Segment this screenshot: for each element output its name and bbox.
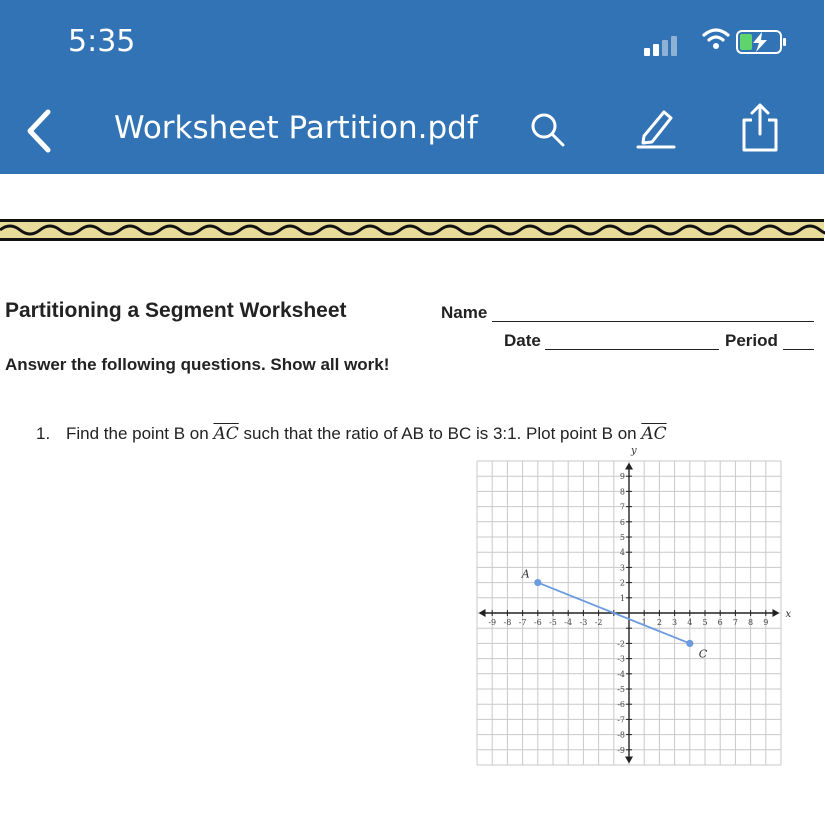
segment-ac-label: $\overline{AC}$ [213, 424, 239, 444]
x-tick-label: -4 [564, 618, 573, 627]
y-tick-label: -7 [617, 715, 625, 725]
segment-ac-label-2: $\overline{AC}$ [641, 424, 667, 444]
x-tick-label: 9 [763, 618, 769, 627]
question-text [66, 424, 667, 444]
markup-pen-icon[interactable] [636, 106, 676, 150]
x-tick-label: -2 [594, 618, 603, 627]
search-icon[interactable] [530, 112, 566, 148]
x-axis-label: x [785, 609, 792, 620]
question-number: 1. [36, 424, 51, 443]
pdf-page [0, 174, 824, 828]
y-tick-label: 9 [619, 472, 625, 482]
coordinate-plane [488, 445, 825, 766]
status-icons [644, 26, 794, 56]
x-tick-label: 3 [672, 618, 678, 627]
point-a-label: A [521, 567, 530, 581]
y-tick-label: -8 [617, 730, 625, 740]
y-tick-label: -4 [617, 669, 625, 679]
wifi-icon [702, 28, 730, 50]
top-bar [0, 0, 824, 174]
y-tick-label: -2 [617, 639, 625, 649]
decorative-wave-border [0, 218, 824, 242]
document-title: Worksheet Partition.pdf [114, 110, 478, 146]
x-tick-label: 2 [656, 618, 662, 627]
x-tick-label: -5 [549, 618, 557, 627]
x-tick-label: -3 [579, 618, 588, 627]
y-tick-label: 4 [619, 548, 625, 558]
x-axis-arrow-left [479, 609, 486, 617]
x-tick-label: 8 [748, 618, 754, 627]
y-tick-label: -9 [617, 745, 625, 755]
back-chevron-icon[interactable] [22, 108, 58, 154]
x-tick-label: 1 [641, 618, 647, 627]
x-tick-label: 4 [687, 618, 693, 627]
x-tick-label: 7 [732, 618, 738, 627]
point-c [686, 640, 693, 647]
battery-charging-icon [736, 30, 792, 54]
x-tick-label: 6 [717, 618, 723, 627]
y-axis-arrow-up [625, 463, 633, 470]
date-blank [545, 349, 719, 350]
y-tick-label: -5 [617, 685, 625, 694]
y-tick-label: -3 [617, 654, 625, 664]
question-text-part-a: Find the point B on [66, 424, 209, 443]
y-tick-label: 5 [619, 533, 625, 542]
y-tick-label: -6 [617, 700, 625, 710]
y-tick-label: 8 [619, 487, 625, 497]
y-axis-arrow-down [625, 756, 633, 763]
status-time: 5:35 [68, 24, 136, 59]
point-c-label: C [698, 647, 708, 661]
instructions-text: Answer the following questions. Show all work! [5, 355, 390, 374]
x-tick-label: -8 [503, 618, 512, 627]
worksheet-title: Partitioning a Segment Worksheet [5, 299, 347, 322]
y-axis-label: y [631, 445, 637, 457]
name-label: Name [441, 303, 488, 322]
date-label: Date [504, 331, 541, 350]
y-tick-label: 3 [619, 563, 625, 573]
y-tick-label: 2 [619, 578, 625, 588]
x-tick-label: -6 [533, 618, 542, 627]
name-blank [492, 321, 814, 322]
point-a [534, 579, 541, 586]
period-label: Period [725, 331, 778, 350]
period-blank [783, 349, 814, 350]
y-tick-label: 7 [619, 502, 625, 512]
x-tick-label: -7 [518, 618, 527, 627]
x-tick-label: 5 [702, 618, 708, 627]
y-tick-label: 1 [619, 593, 625, 603]
x-axis-arrow-right [772, 609, 779, 617]
y-tick-label: 6 [619, 517, 625, 527]
share-icon[interactable] [740, 102, 780, 154]
x-tick-label: -9 [488, 618, 497, 627]
question-text-part-b: such that the ratio of AB to BC is 3:1. Plot point B on [243, 424, 637, 443]
